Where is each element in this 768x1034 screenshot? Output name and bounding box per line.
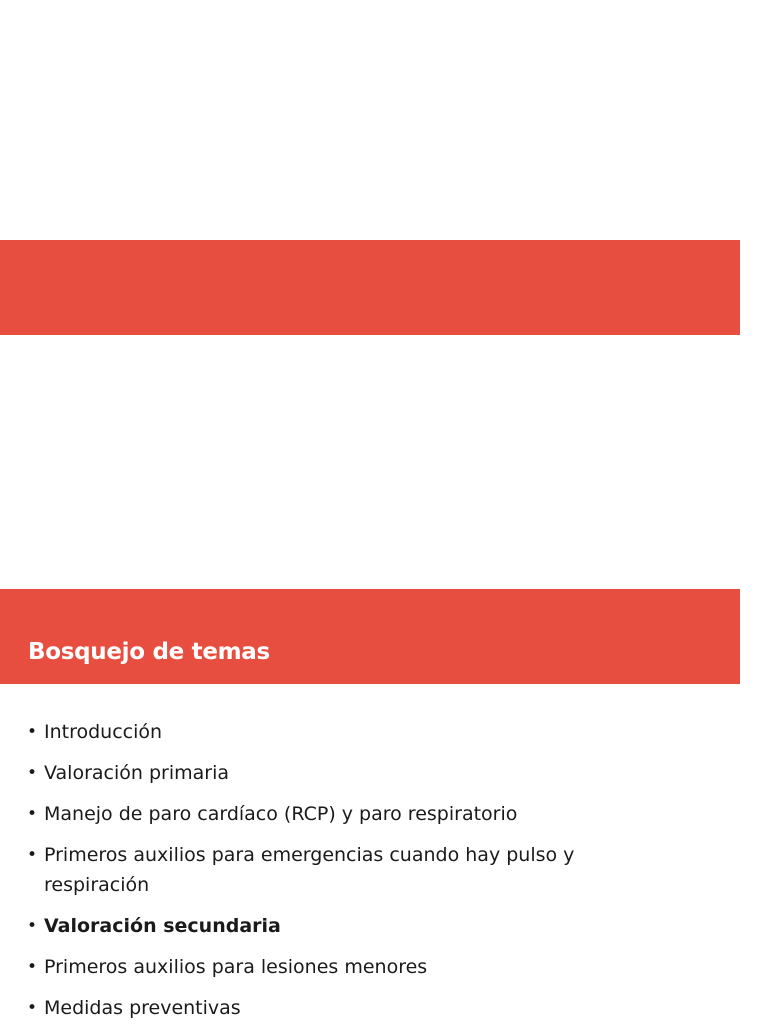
list-item-text: Medidas preventivas	[44, 997, 241, 1019]
list-item-text: Primeros auxilios para lesiones menores	[44, 956, 428, 978]
list-item-text: Introducción	[44, 721, 163, 743]
bullet-icon: •	[27, 998, 38, 1018]
list-item-text: Valoración secundaria	[44, 915, 281, 937]
slide-2	[0, 512, 768, 1024]
list-item	[0, 758, 740, 788]
list-item-text: Manejo de paro cardíaco (RCP) y paro respiratorio	[44, 803, 518, 825]
list-item	[0, 952, 740, 982]
bullet-icon: •	[27, 957, 38, 977]
slide-1	[0, 0, 768, 512]
list-item	[0, 799, 740, 829]
list-item-text: Primeros auxilios para emergencias cuando hay pulso y respiración	[44, 844, 575, 896]
list-item	[0, 840, 740, 900]
bullet-icon: •	[27, 804, 38, 824]
bullet-icon: •	[27, 916, 38, 936]
list-item	[0, 993, 740, 1023]
top-banner	[0, 240, 740, 335]
slide-title: Bosquejo de temas	[28, 639, 270, 665]
bullet-icon: •	[27, 763, 38, 783]
title-banner	[0, 589, 740, 684]
topic-list	[0, 717, 740, 1034]
list-item	[0, 717, 740, 747]
list-item-current	[0, 911, 740, 941]
bullet-icon: •	[27, 722, 38, 742]
list-item-text: Valoración primaria	[44, 762, 229, 784]
bullet-icon: •	[27, 845, 38, 865]
